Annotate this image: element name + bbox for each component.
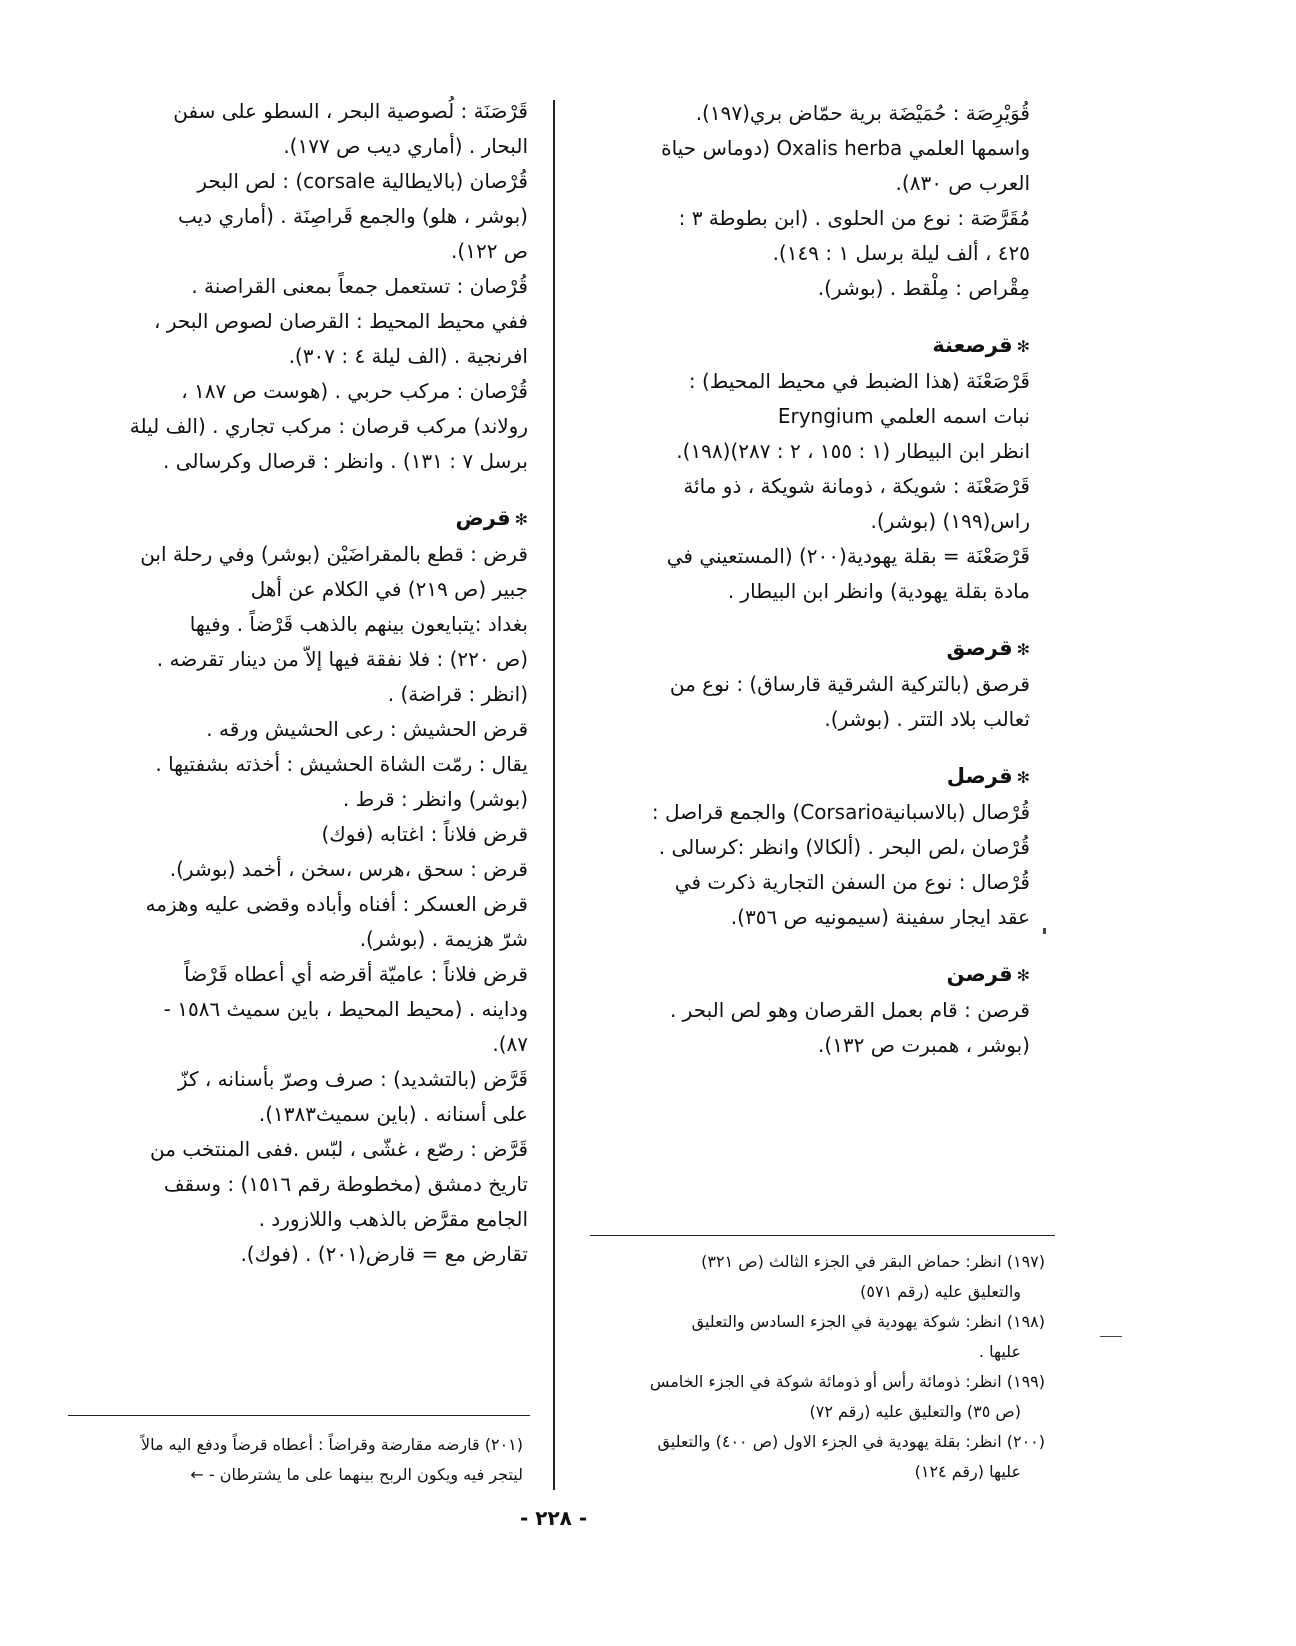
- right-column: [590, 96, 1030, 1063]
- text-line: قَرْصَعْنَة : شويكة ، ذومانة شويكة ، ذو مائة: [683, 474, 1030, 498]
- footnote-line: (٢٠١) قارضه مقارضة وقراضاً : أعطاه قرضاً ودفع اليه مالاً: [140, 1435, 523, 1454]
- text-line: قُوَيْرِصَة : حُمَيْضَة برية حمّاض بري(١٩٧).: [695, 101, 1030, 125]
- footnote-line: ليتجر فيه ويكون الربح بينهما على ما يشترطان - ←: [190, 1465, 523, 1484]
- text-line: رولاند) مركب قرصان : مركب تجاري . (الف ليلة: [129, 414, 528, 438]
- text-line: تاريخ دمشق (مخطوطة رقم ١٥١٦) : وسقف: [163, 1172, 528, 1196]
- footnote-line: (١٩٧) انظر: حماض البقر في الجزء الثالث (ص ٣٢١): [701, 1252, 1045, 1271]
- footnotes-right: [590, 1247, 1045, 1487]
- entry-heading: ✻ قرض: [88, 501, 528, 537]
- text-line: ٨٧).: [492, 1032, 528, 1056]
- text-line: العرب ص ٨٣٠).: [895, 171, 1030, 195]
- column-divider: [553, 100, 555, 1490]
- page-number: - ٢٢٨ -: [520, 1506, 588, 1530]
- text-line: على أسنانه . (باين سميث١٣٨٣).: [258, 1102, 528, 1126]
- footnotes-left: [68, 1430, 523, 1490]
- text-line: قرض العسكر : أفناه وأباده وقضى عليه وهزمه: [145, 892, 528, 916]
- text-line: قُرْصان : مركب حربي . (هوست ص ١٨٧ ،: [181, 379, 528, 403]
- footnote-rule-right: [590, 1235, 1055, 1236]
- text-line: ص ١٢٢).: [451, 239, 528, 263]
- text-line: وداينه . (محيط المحيط ، باين سميث ١٥٨٦ -: [163, 997, 528, 1021]
- text-line: البحار . (أماري ديب ص ١٧٧).: [283, 134, 528, 158]
- text-line: قَرَّض (بالتشديد) : صرف وصرّ بأسنانه ، كزّ: [177, 1067, 528, 1091]
- scan-mark: [1043, 928, 1046, 934]
- text-line: (ص ٢٢٠) : فلا نفقة فيها إلاّ من دينار تقرضه .: [156, 647, 528, 671]
- footnote-rule-left: [68, 1415, 530, 1416]
- text-line: (بوشر ، هلو) والجمع قَراصِنَة . (أماري ديب: [177, 204, 528, 228]
- text-line: يقال : رمّت الشاة الحشيش : أخذته بشفتيها .: [155, 752, 528, 776]
- text-line: عقد ايجار سفينة (سيمونيه ص ٣٥٦).: [730, 905, 1030, 929]
- entry-heading: ✻ قرصل: [590, 759, 1030, 795]
- entry-heading: ✻ قرصق: [590, 631, 1030, 667]
- text-line: نبات اسمه العلمي Eryngium: [777, 404, 1030, 428]
- scan-mark: [1100, 1336, 1122, 1337]
- text-line: مِقْراص : مِلْقط . (بوشر).: [817, 276, 1030, 300]
- footnote-line: (٢٠٠) انظر: بقلة يهودية في الجزء الاول (ص ٤٠٠) والتعليق: [657, 1432, 1045, 1451]
- left-column: [88, 94, 528, 1272]
- text-line: مادة بقلة يهودية) وانظر ابن البيطار .: [727, 579, 1030, 603]
- text-line: انظر ابن البيطار (١ : ١٥٥ ، ٢ : ٢٨٧)(١٩٨).: [676, 439, 1030, 463]
- text-line: قُرْصان ،لص البحر . (ألكالا) وانظر :كرسالى .: [658, 835, 1030, 859]
- text-line: برسل ٧ : ١٣١) . وانظر : قرصال وكرسالى .: [163, 449, 528, 473]
- text-line: راس(١٩٩) (بوشر).: [870, 509, 1030, 533]
- text-line: بغداد :يتبايعون بينهم بالذهب قَرْضاً . وفيها: [189, 612, 528, 636]
- text-line: (بوشر) وانظر : قرط .: [342, 787, 528, 811]
- footnote-line: عليها .: [978, 1342, 1021, 1361]
- text-line: قُرْصان (بالايطالية corsale) : لص البحر: [197, 169, 528, 193]
- text-line: جبير (ص ٢١٩) في الكلام عن أهل: [250, 577, 528, 601]
- text-line: قُرْصان : تستعمل جمعاً بمعنى القراصنة .: [191, 274, 528, 298]
- text-line: ثعالب بلاد التتر . (بوشر).: [824, 707, 1030, 731]
- text-line: قَرْصَعْنَة (هذا الضبط في محيط المحيط) :: [688, 369, 1030, 393]
- text-line: قَرَّض : رصّع ، غشّى ، لبّس .ففى المنتخب من: [150, 1137, 528, 1161]
- entry-heading: ✻ قرصن: [590, 957, 1030, 993]
- text-line: قُرْصال : نوع من السفن التجارية ذكرت في: [674, 870, 1030, 894]
- text-line: قرصن : قام بعمل القرصان وهو لص البحر .: [669, 998, 1030, 1022]
- text-line: (انظر : قراضة) .: [387, 682, 528, 706]
- text-line: قرض فلاناً : عاميّة أقرضه أي أعطاه قَرْضاً: [184, 962, 528, 986]
- text-line: افرنجية . (الف ليلة ٤ : ٣٠٧).: [288, 344, 528, 368]
- text-line: شرّ هزيمة . (بوشر).: [359, 927, 528, 951]
- footnote-line: (١٩٩) انظر: ذومائة رأس أو ذومائة شوكة في الجزء الخامس: [649, 1372, 1045, 1391]
- text-line: ٤٢٥ ، ألف ليلة برسل ١ : ١٤٩).: [772, 241, 1030, 265]
- text-line: قرض فلاناً : اغتابه (فوك): [321, 822, 528, 846]
- text-line: مُقَرَّصَة : نوع من الحلوى . (ابن بطوطة ٣ :: [678, 206, 1030, 230]
- text-line: قُرْصال (بالاسبانيةCorsario) والجمع قراصل :: [651, 800, 1030, 824]
- text-line: قَرْصَعْنَة = بقلة يهودية(٢٠٠) (المستعيني في: [666, 544, 1030, 568]
- text-line: واسمها العلمي Oxalis herba (دوماس حياة: [661, 136, 1030, 160]
- text-line: ففي محيط المحيط : القرصان لصوص البحر ،: [154, 309, 528, 333]
- footnote-line: (ص ٣٥) والتعليق عليه (رقم ٧٢): [809, 1402, 1021, 1421]
- text-line: قَرْصَنَة : لُصوصية البحر ، السطو على سفن: [173, 99, 528, 123]
- footnote-line: (١٩٨) انظر: شوكة يهودية في الجزء السادس والتعليق: [691, 1312, 1045, 1331]
- text-line: قرض : قطع بالمقراضَيْن (بوشر) وفي رحلة ابن: [140, 542, 528, 566]
- text-line: (بوشر ، همبرت ص ١٣٢).: [818, 1033, 1030, 1057]
- text-line: قرض : سحق ،هرس ،سخن ، أخمد (بوشر).: [169, 857, 528, 881]
- text-line: قرض الحشيش : رعى الحشيش ورقه .: [206, 717, 528, 741]
- entry-heading: ✻ قرصعنة: [590, 328, 1030, 364]
- text-line: الجامع مقرَّض بالذهب واللازورد .: [258, 1207, 528, 1231]
- text-line: تقارض مع = قارض(٢٠١) . (فوك).: [240, 1242, 528, 1266]
- footnote-line: والتعليق عليه (رقم ٥٧١): [860, 1282, 1021, 1301]
- footnote-line: عليها (رقم ١٢٤): [914, 1462, 1021, 1481]
- text-line: قرصق (بالتركية الشرقية قارساق) : نوع من: [669, 672, 1030, 696]
